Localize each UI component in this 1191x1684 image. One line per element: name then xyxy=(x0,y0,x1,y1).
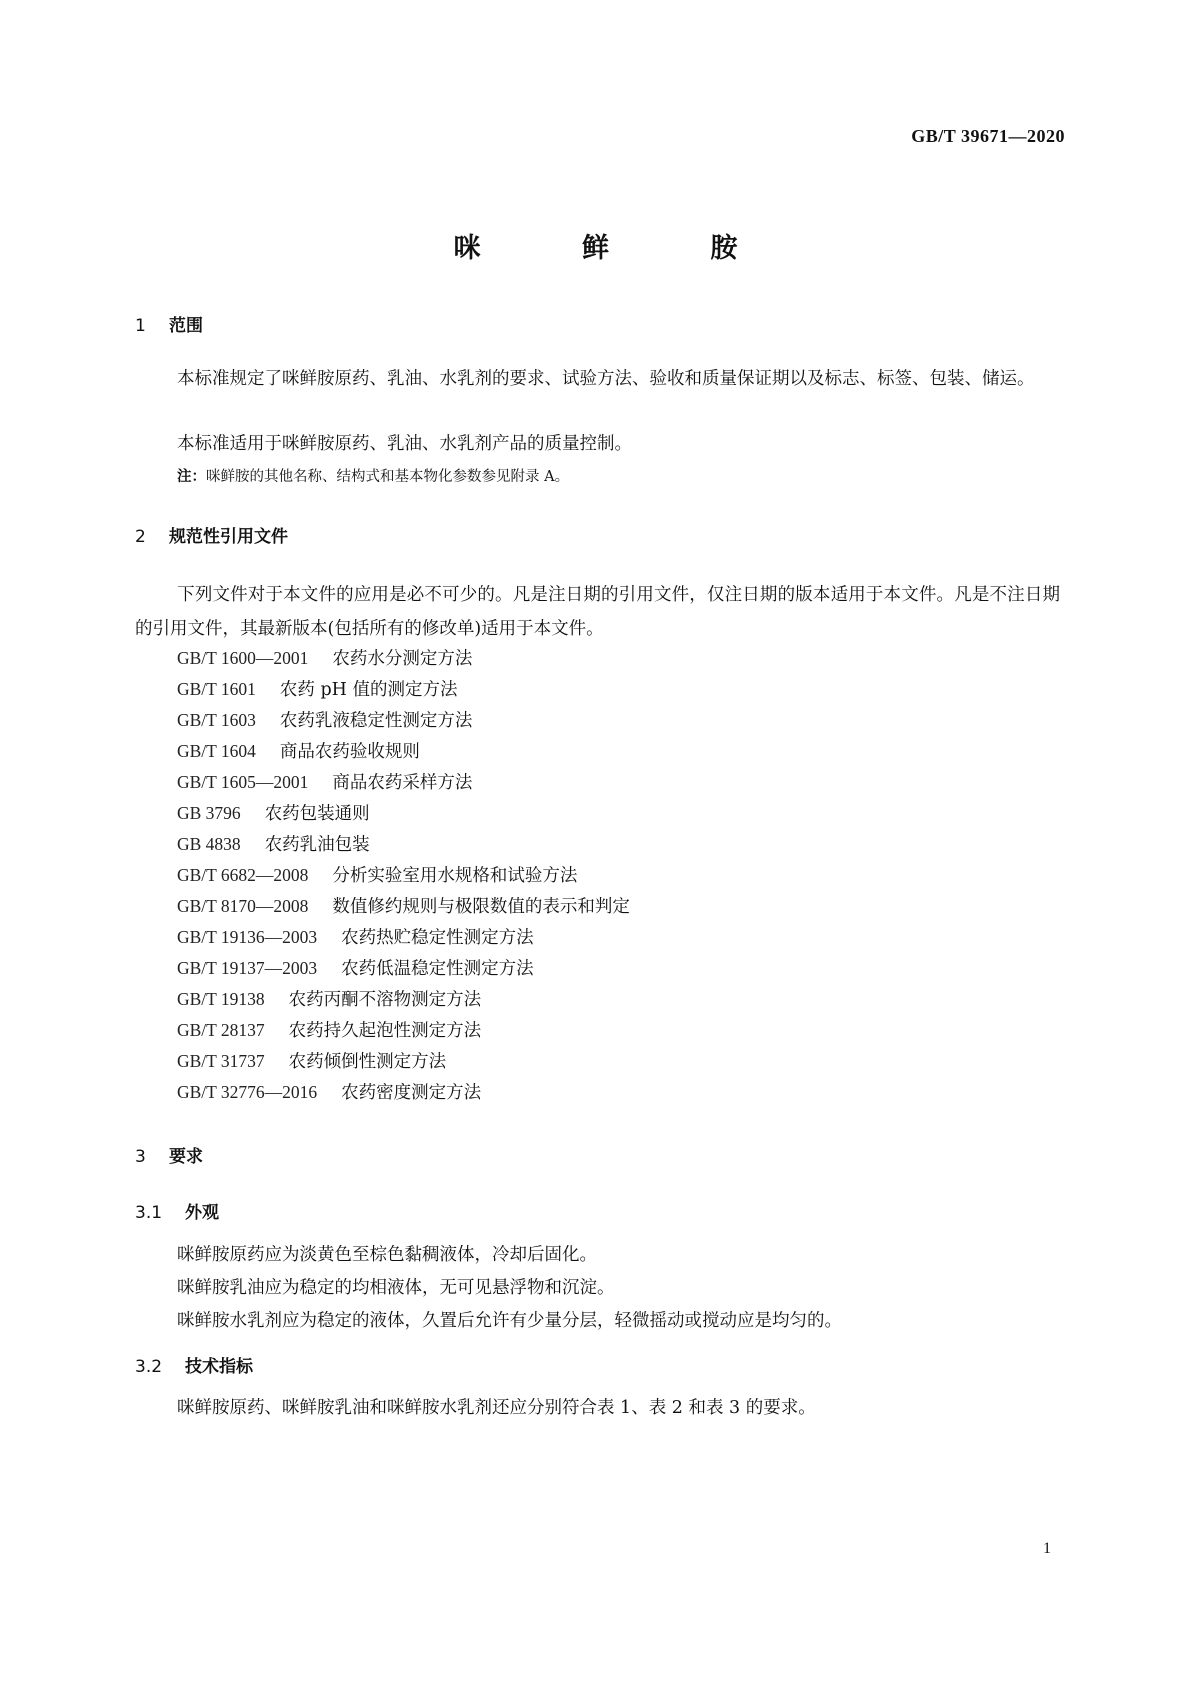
normative-reference: GB 4838 农药乳油包装 xyxy=(177,834,370,855)
normative-reference: GB/T 32776—2016 农药密度测定方法 xyxy=(177,1082,482,1103)
normative-reference: GB/T 19137—2003 农药低温稳定性测定方法 xyxy=(177,958,534,979)
section-number: 1 xyxy=(135,316,146,336)
normative-reference: GB/T 1600—2001 农药水分测定方法 xyxy=(177,648,473,669)
section-3-2-heading xyxy=(135,1352,253,1377)
section-2-heading xyxy=(135,522,288,547)
normative-reference: GB/T 1604 商品农药验收规则 xyxy=(177,741,420,762)
normative-reference: GB/T 1603 农药乳液稳定性测定方法 xyxy=(177,710,473,731)
normative-reference: GB/T 28137 农药持久起泡性测定方法 xyxy=(177,1020,482,1041)
section-number: 3.1 xyxy=(135,1203,163,1223)
section-number: 3.2 xyxy=(135,1357,163,1377)
section-2-intro: 下列文件对于本文件的应用是必不可少的。凡是注日期的引用文件，仅注日期的版本适用于本文件。凡是不注日期的引用文件，其最新版本(包括所有的修改单)适用于本文件。 xyxy=(135,585,1060,639)
section-number: 3 xyxy=(135,1147,146,1167)
section-title: 要求 xyxy=(169,1147,203,1167)
appearance-technical: 咪鲜胺原药应为淡黄色至棕色黏稠液体，冷却后固化。 xyxy=(177,1245,597,1265)
technical-indicators-text: 咪鲜胺原药、咪鲜胺乳油和咪鲜胺水乳剂还应分别符合表 1、表 2 和表 3 的要求。 xyxy=(177,1398,816,1418)
normative-reference: GB/T 6682—2008 分析实验室用水规格和试验方法 xyxy=(177,865,578,886)
note-text: 咪鲜胺的其他名称、结构式和基本物化参数参见附录 A。 xyxy=(206,469,570,485)
appearance-emulsifiable-concentrate: 咪鲜胺乳油应为稳定的均相液体，无可见悬浮物和沉淀。 xyxy=(177,1278,615,1298)
normative-reference: GB 3796 农药包装通则 xyxy=(177,803,370,824)
appearance-emulsion-in-water: 咪鲜胺水乳剂应为稳定的液体，久置后允许有少量分层，轻微摇动或搅动应是均匀的。 xyxy=(177,1311,842,1331)
page-number: 1 xyxy=(1043,1540,1051,1557)
normative-reference: GB/T 8170—2008 数值修约规则与极限数值的表示和判定 xyxy=(177,896,630,917)
section-number: 2 xyxy=(135,527,146,547)
normative-reference: GB/T 1605—2001 商品农药采样方法 xyxy=(177,772,473,793)
section-1-paragraph-2: 本标准适用于咪鲜胺原药、乳油、水乳剂产品的质量控制。 xyxy=(177,434,632,454)
section-title: 规范性引用文件 xyxy=(169,527,288,547)
section-3-1-heading xyxy=(135,1198,219,1223)
normative-reference: GB/T 19136—2003 农药热贮稳定性测定方法 xyxy=(177,927,534,948)
section-1-note xyxy=(177,465,569,486)
document-title: 咪 鲜 胺 xyxy=(453,233,784,264)
section-title: 范围 xyxy=(169,316,203,336)
normative-reference: GB/T 31737 农药倾倒性测定方法 xyxy=(177,1051,447,1072)
section-1-heading xyxy=(135,311,203,336)
section-3-heading xyxy=(135,1142,203,1167)
normative-reference: GB/T 19138 农药丙酮不溶物测定方法 xyxy=(177,989,482,1010)
section-1-paragraph-1: 本标准规定了咪鲜胺原药、乳油、水乳剂的要求、试验方法、验收和质量保证期以及标志、标签、包装、储运。 xyxy=(177,369,1035,389)
note-label: 注： xyxy=(177,469,206,485)
normative-reference: GB/T 1601 农药 pH 值的测定方法 xyxy=(177,679,458,700)
standard-code: GB/T 39671—2020 xyxy=(911,126,1065,146)
section-title: 技术指标 xyxy=(185,1357,253,1377)
section-title: 外观 xyxy=(185,1203,219,1223)
